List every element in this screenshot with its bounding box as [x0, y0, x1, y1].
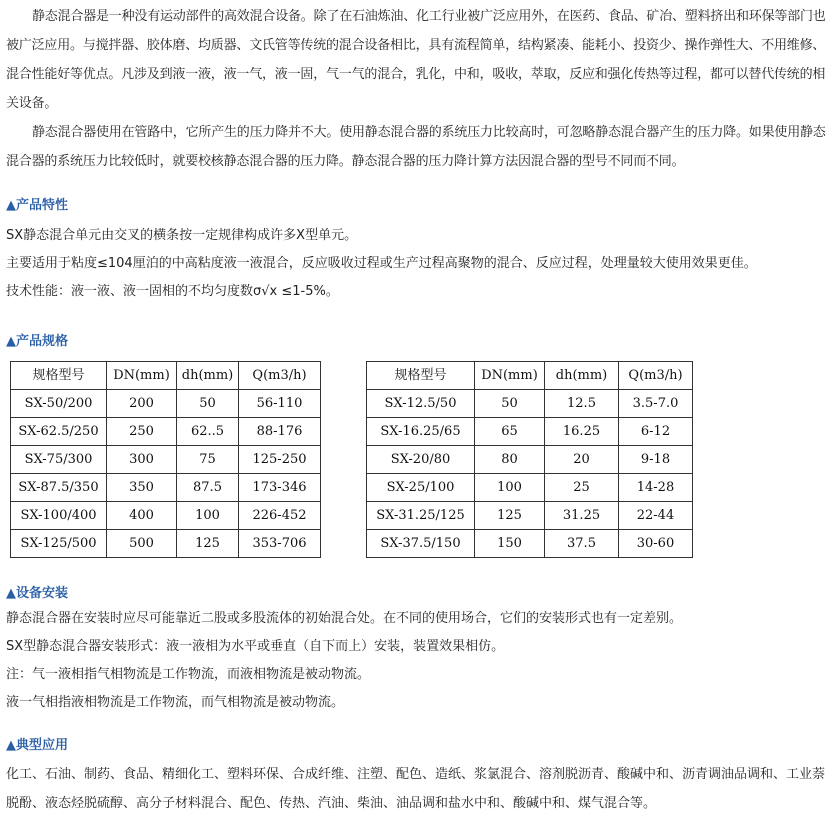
spec-cell: 65 [475, 418, 545, 446]
spec-header-cell: Q(m3/h) [619, 362, 693, 390]
spec-cell: 100 [177, 502, 239, 530]
spec-left-header-row [11, 362, 321, 390]
spec-cell: SX-37.5/150 [367, 530, 475, 558]
install-line-1: 静态混合器在安装时应尽可能靠近二股或多股流体的初始混合处。在不同的使用场合，它们的安装形式也有一定差别。 [6, 611, 683, 626]
intro-paragraph-1: 静态混合器是一种没有运动部件的高效混合设备。除了在石油炼油、化工行业被广泛应用外，在医药、食品、矿冶、塑料挤出和环保等部门也被广泛应用。与搅拌器、胶体磨、均质器、文氏管等传统的混合设备相比，具有流程简单，结构紧凑、能耗小、投资少、操作弹性大、不用维修、混合性能好等优点。凡涉及到液一液，液一气，液一固，气一气的混合，乳化，中和，吸收，萃取，反应和强化传热等过程，都可以替代传统的相关设备。 [6, 9, 826, 111]
spec-cell: 350 [107, 474, 177, 502]
spec-header-cell: dh(mm) [545, 362, 619, 390]
intro-section [6, 2, 830, 176]
table-row [367, 474, 693, 502]
apps-section [6, 736, 830, 818]
spec-cell: 12.5 [545, 390, 619, 418]
spec-cell: 30-60 [619, 530, 693, 558]
spec-right-header-row [367, 362, 693, 390]
spec-header-cell: 规格型号 [11, 362, 107, 390]
spec-cell: 250 [107, 418, 177, 446]
spec-cell: 173-346 [239, 474, 321, 502]
spec-cell: SX-75/300 [11, 446, 107, 474]
spec-table-right [366, 361, 693, 558]
install-section [6, 584, 830, 717]
spec-cell: 150 [475, 530, 545, 558]
spec-cell: 50 [475, 390, 545, 418]
spec-table-left [10, 361, 321, 558]
spec-cell: SX-31.25/125 [367, 502, 475, 530]
spec-cell: SX-12.5/50 [367, 390, 475, 418]
spec-cell: 500 [107, 530, 177, 558]
specs-heading: ▲产品规格 [6, 334, 68, 349]
spec-cell: SX-62.5/250 [11, 418, 107, 446]
table-row [11, 530, 321, 558]
table-row [11, 474, 321, 502]
table-row [367, 502, 693, 530]
spec-header-cell: Q(m3/h) [239, 362, 321, 390]
spec-cell: 50 [177, 390, 239, 418]
spec-cell: 125 [475, 502, 545, 530]
spec-cell: 6-12 [619, 418, 693, 446]
spec-cell: SX-20/80 [367, 446, 475, 474]
spec-cell: 353-706 [239, 530, 321, 558]
install-line-4: 液一气相指液相物流是工作物流，而气相物流是被动物流。 [6, 695, 345, 710]
features-heading: ▲产品特性 [6, 198, 68, 213]
table-row [367, 530, 693, 558]
features-line-2: 主要适用于粘度≤104厘泊的中高粘度液一液混合，反应吸收过程或生产过程高聚物的混合、反应过程，处理量较大使用效果更佳。 [6, 256, 757, 271]
spec-cell: 22-44 [619, 502, 693, 530]
features-line-3: 技术性能：液一液、液一固相的不均匀度数σ√x ≤1-5%。 [6, 284, 339, 299]
features-line-1: SX静态混合单元由交叉的横条按一定规律构成许多X型单元。 [6, 228, 358, 243]
spec-cell: 62..5 [177, 418, 239, 446]
spec-cell: 125 [177, 530, 239, 558]
spec-cell: 87.5 [177, 474, 239, 502]
spec-cell: 14-28 [619, 474, 693, 502]
spec-cell: 25 [545, 474, 619, 502]
table-row [11, 502, 321, 530]
install-heading: ▲设备安装 [6, 586, 68, 601]
features-section [6, 196, 830, 306]
spec-cell: 400 [107, 502, 177, 530]
spec-cell: 3.5-7.0 [619, 390, 693, 418]
install-line-3: 注：气一液相指气相物流是工作物流，而液相物流是被动物流。 [6, 667, 371, 682]
spec-cell: 20 [545, 446, 619, 474]
spec-cell: 100 [475, 474, 545, 502]
table-row [367, 446, 693, 474]
spec-cell: 226-452 [239, 502, 321, 530]
table-row [367, 418, 693, 446]
table-row [11, 418, 321, 446]
spec-cell: SX-25/100 [367, 474, 475, 502]
intro-paragraph-2: 静态混合器使用在管路中，它所产生的压力降并不大。使用静态混合器的系统压力比较高时，可忽略静态混合器产生的压力降。如果使用静态混合器的系统压力比较低时，就要校核静态混合器的压力降。静态混合器的压力降计算方法因混合器的型号不同而不同。 [6, 125, 826, 169]
spec-cell: SX-100/400 [11, 502, 107, 530]
specs-section [6, 332, 830, 352]
spec-cell: 9-18 [619, 446, 693, 474]
table-row [367, 390, 693, 418]
table-row [11, 446, 321, 474]
spec-cell: 75 [177, 446, 239, 474]
spec-cell: SX-16.25/65 [367, 418, 475, 446]
spec-cell: 31.25 [545, 502, 619, 530]
spec-cell: SX-125/500 [11, 530, 107, 558]
table-row [11, 390, 321, 418]
spec-cell: 88-176 [239, 418, 321, 446]
spec-header-cell: dh(mm) [177, 362, 239, 390]
spec-cell: 80 [475, 446, 545, 474]
spec-cell: 125-250 [239, 446, 321, 474]
spec-cell: 200 [107, 390, 177, 418]
spec-header-cell: DN(mm) [475, 362, 545, 390]
spec-cell: SX-87.5/350 [11, 474, 107, 502]
apps-text: 化工、石油、制药、食品、精细化工、塑料环保、合成纤维、注塑、配色、造纸、浆氯混合、溶剂脱沥青、酸碱中和、沥青调油品调和、工业萘脱酚、液态烃脱硫醇、高分子材料混合、配色、传热、汽油、柴油、油品调和盐水中和、酸碱中和、煤气混合等。 [6, 767, 826, 811]
spec-cell: 16.25 [545, 418, 619, 446]
spec-cell: SX-50/200 [11, 390, 107, 418]
spec-cell: 37.5 [545, 530, 619, 558]
spec-header-cell: 规格型号 [367, 362, 475, 390]
apps-heading: ▲典型应用 [6, 738, 68, 753]
spec-cell: 300 [107, 446, 177, 474]
install-line-2: SX型静态混合器安装形式：液一液相为水平或垂直（自下而上）安装，装置效果相仿。 [6, 639, 505, 654]
spec-header-cell: DN(mm) [107, 362, 177, 390]
spec-cell: 56-110 [239, 390, 321, 418]
